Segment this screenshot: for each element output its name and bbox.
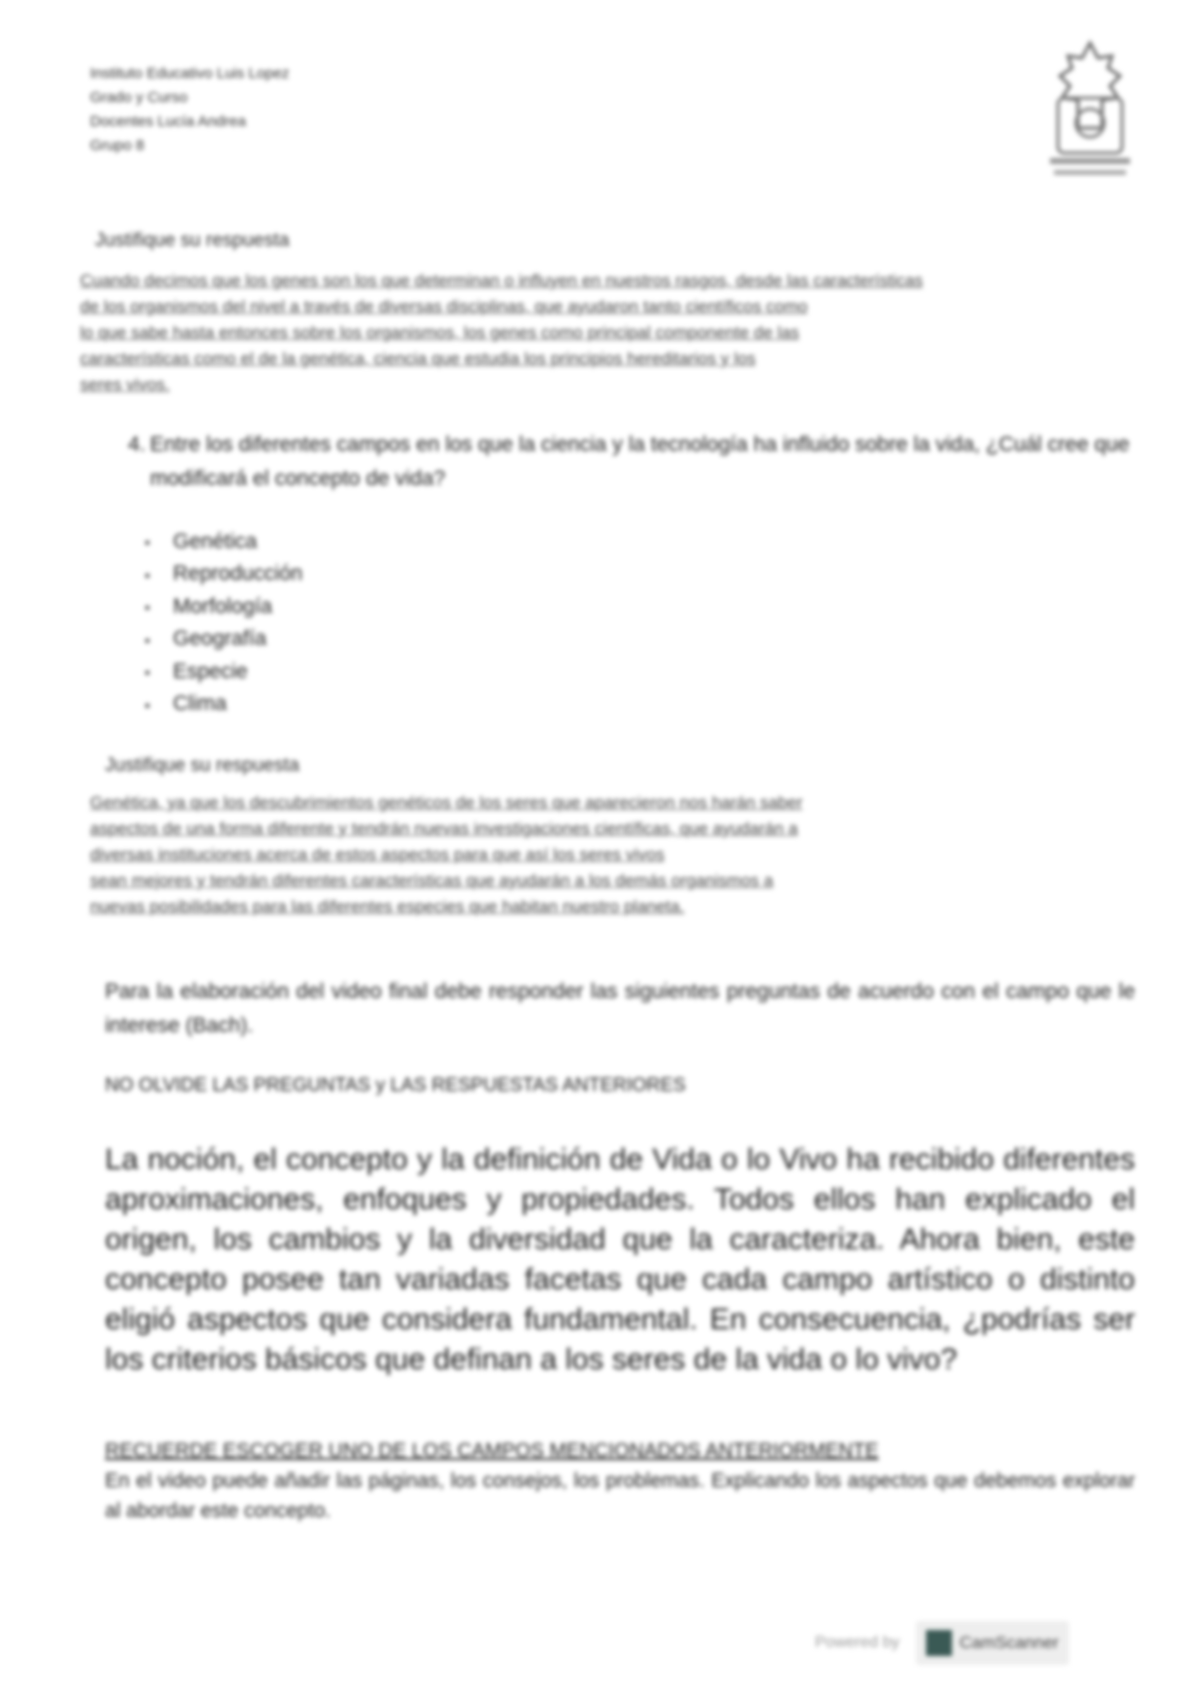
- powered-by-label: Powered by: [815, 1634, 900, 1651]
- justify-label: Justifique su respuesta: [105, 755, 300, 776]
- scanner-watermark: [815, 1620, 1175, 1666]
- header-line: Grupo 8: [90, 137, 145, 154]
- main-prompt-paragraph: La noción, el concepto y la definición de Vida o lo Vivo ha recibido diferentes aproximaciones, enfoques y propiedades. Todos ellos han explicado el origen, los cambios y la diversidad que la caracteriza. Ahora bien, este concepto posee tan variadas facetas que cada campo artístico o distinto eligió aspectos que considera fundamental. En consecuencia, ¿podrías ser los criterios básicos que definan a los seres de la vida o lo vivo?: [105, 1143, 1135, 1376]
- school-crest-logo: [1040, 38, 1140, 188]
- list-item: ▪ Genética: [145, 526, 303, 558]
- camscanner-logo-icon: [926, 1630, 952, 1656]
- list-item: ▪ Clima: [145, 688, 303, 720]
- header-line: Grado y Curso: [90, 89, 188, 106]
- brand-name: CamScanner: [959, 1633, 1059, 1652]
- list-item: ▪ Especie: [145, 656, 303, 688]
- instruction-warning: NO OLVIDE LAS PREGUNTAS y LAS RESPUESTAS ANTERIORES: [105, 1075, 686, 1096]
- answer-line: sean mejores y tendrán diferentes características que ayudarán a los demás organismos a: [90, 871, 774, 890]
- handwritten-answer-2: [90, 790, 1150, 920]
- question-4: [128, 428, 1140, 496]
- list-item: ▪ Reproducción: [145, 558, 303, 590]
- reminder-body: En el video puede añadir las páginas, los consejos, los problemas. Explicando los aspectos que debemos explorar al abordar este concepto.: [105, 1470, 1135, 1522]
- reminder-block: [105, 1436, 1135, 1526]
- answer-line: lo que sabe hasta entonces sobre los organismos, los genes como principal componente de las: [80, 323, 800, 342]
- header-line: Instituto Educativo Luis Lopez: [90, 65, 290, 82]
- answer-line: aspectos de una forma diferente y tendrán nuevas investigaciones científicas, que ayudarán a: [90, 819, 798, 838]
- school-header: [90, 62, 289, 158]
- handwritten-answer-1: [80, 268, 1170, 398]
- reminder-title: RECUERDE ESCOGER UNO DE LOS CAMPOS MENCIONADOS ANTERIORMENTE: [105, 1440, 879, 1462]
- justify-label: Justifique su respuesta: [95, 230, 290, 251]
- options-list: [145, 526, 303, 721]
- answer-line: Genética, ya que los descubrimientos genéticos de los seres que aparecieron nos harán saber: [90, 793, 803, 812]
- instruction-paragraph: Para la elaboración del video final debe responder las siguientes preguntas de acuerdo con el campo que le interese (Bach).: [105, 980, 1135, 1037]
- brand-badge: [916, 1621, 1069, 1665]
- question-text: Entre los diferentes campos en los que la ciencia y la tecnología ha influido sobre la vida, ¿Cuál cree que modificará el concepto de vida?: [150, 433, 1130, 490]
- answer-line: seres vivos.: [80, 375, 170, 394]
- header-line: Docentes Lucía Andrea: [90, 113, 246, 130]
- list-item: ▪ Morfología: [145, 591, 303, 623]
- answer-line: características como el de la genética, ciencia que estudia los principios hereditarios y los: [80, 349, 756, 368]
- answer-line: diversas instituciones acerca de estos aspectos para que así los seres vivos: [90, 845, 665, 864]
- list-item: ▪ Geografía: [145, 623, 303, 655]
- question-number: 4.: [128, 433, 146, 456]
- answer-line: de los organismos del nivel a través de diversas disciplinas, que ayudaron tanto científicos como: [80, 297, 808, 316]
- answer-line: Cuando decimos que los genes son los que determinan o influyen en nuestros rasgos, desde las características: [80, 271, 923, 290]
- answer-line: nuevas posibilidades para las diferentes especies que habitan nuestro planeta.: [90, 897, 685, 916]
